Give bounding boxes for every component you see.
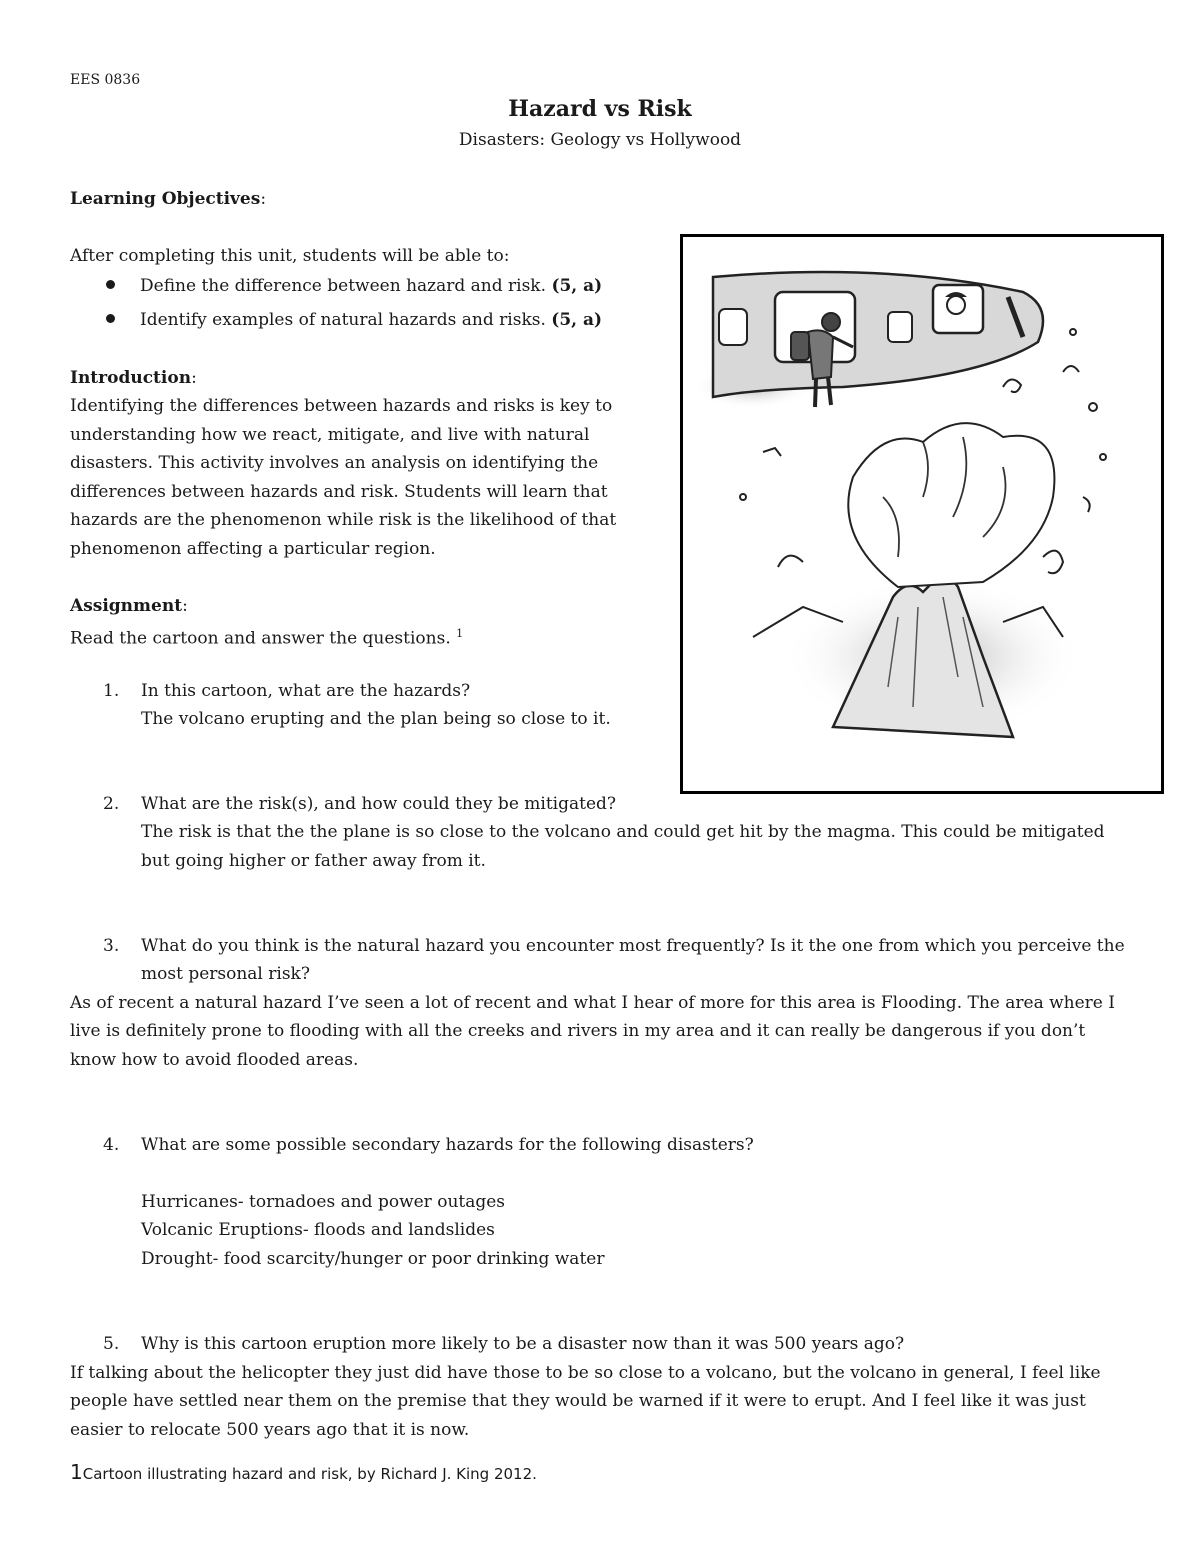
page-subtitle: Disasters: Geology vs Hollywood (458, 130, 742, 150)
answer-line: As of recent a natural hazard I’ve seen a lot of recent and what I hear of more for this area is Flooding. The area where I (70, 993, 1115, 1013)
bullet-icon (106, 280, 115, 289)
objectives-heading: Learning Objectives (70, 189, 261, 209)
footnote-text: Cartoon illustrating hazard and risk, by Richard J. King 2012. (82, 1465, 537, 1483)
introduction-heading: Introduction (70, 368, 192, 388)
introduction-line: disasters. This activity involves an analysis on identifying the (70, 453, 599, 473)
answer-line: The risk is that the the plane is so close to the volcano and could get hit by the magma. This could be mitigated (141, 822, 1105, 842)
assignment-heading: Assignment (70, 596, 183, 616)
cartoon-figure (680, 234, 1164, 794)
question-number: 3. (103, 936, 120, 956)
answer-line: Hurricanes- tornadoes and power outages (141, 1192, 506, 1212)
question-number: 1. (103, 681, 120, 701)
lava-splash (1083, 497, 1090, 512)
aircraft-window (888, 312, 912, 342)
aircraft-body (713, 272, 1043, 397)
person-body (808, 330, 833, 379)
introduction-heading-line: Introduction: (70, 368, 197, 388)
question-text: most personal risk? (141, 964, 310, 984)
assignment-instruction: Read the cartoon and answer the questions. $^1$ (70, 627, 464, 649)
person-head (822, 313, 840, 331)
answer-line: The volcano erupting and the plan being so close to it. (141, 709, 611, 729)
lava-splash (763, 448, 781, 456)
objective-item: Define the difference between hazard and risk. (5, a) (106, 272, 602, 301)
aircraft-window (719, 309, 747, 345)
introduction-line: Identifying the differences between hazards and risks is key to (70, 396, 613, 416)
answer-line: people have settled near them on the premise that they would be warned if it were to erupt. And I feel like it was just (70, 1391, 1086, 1411)
lava-drop (1089, 403, 1097, 411)
question-number: 5. (103, 1334, 120, 1354)
answer-line: Volcanic Eruptions- floods and landslides (141, 1220, 495, 1240)
volcano-helicopter-cartoon (683, 237, 1161, 791)
pilot-figure (947, 296, 965, 314)
question-text: What do you think is the natural hazard you encounter most frequently? Is it the one from which you perceive the (141, 936, 1125, 956)
assignment-heading-line: Assignment: (70, 596, 188, 616)
footnote-mark: 1 (456, 627, 464, 640)
answer-line: know how to avoid flooded areas. (70, 1050, 359, 1070)
lava-drop (1070, 329, 1076, 335)
bullet-icon (106, 314, 115, 323)
introduction-line: phenomenon affecting a particular region. (70, 539, 436, 559)
course-code: EES 0836 (70, 72, 141, 88)
question-number: 4. (103, 1135, 120, 1155)
introduction-line: hazards are the phenomenon while risk is the likelihood of that (70, 510, 617, 530)
question-number: 2. (103, 794, 120, 814)
objective-item: Identify examples of natural hazards and risks. (5, a) (106, 306, 602, 335)
question-text: Why is this cartoon eruption more likely to be a disaster now than it was 500 years ago? (141, 1334, 905, 1354)
objectives-intro: After completing this unit, students will be able to: (70, 246, 510, 266)
eruption-plume (848, 423, 1054, 587)
lava-splash (778, 556, 803, 567)
lava-splash (1043, 551, 1063, 574)
answer-line: easier to relocate 500 years ago that it is now. (70, 1420, 470, 1440)
objectives-heading-line: Learning Objectives: (70, 189, 267, 209)
lava-drop (1100, 454, 1106, 460)
introduction-line: understanding how we react, mitigate, and live with natural (70, 425, 590, 445)
answer-line: but going higher or father away from it. (141, 851, 486, 871)
question-text: In this cartoon, what are the hazards? (141, 681, 471, 701)
backpack (791, 332, 809, 360)
page-title: Hazard vs Risk (508, 96, 692, 122)
answer-line: Drought- food scarcity/hunger or poor drinking water (141, 1249, 605, 1269)
footnote-number: 1 (70, 1460, 83, 1484)
lava-splash (1063, 366, 1079, 372)
introduction-line: differences between hazards and risk. Students will learn that (70, 482, 608, 502)
footnote (70, 1460, 537, 1484)
lava-drop (740, 494, 746, 500)
answer-line: live is definitely prone to flooding with all the creeks and rivers in my area and it can really be dangerous if you don’t (70, 1021, 1086, 1041)
question-text: What are some possible secondary hazards for the following disasters? (141, 1135, 754, 1155)
answer-line: If talking about the helicopter they just did have those to be so close to a volcano, but the volcano in general, I feel like (70, 1363, 1101, 1383)
question-text: What are the risk(s), and how could they be mitigated? (141, 794, 617, 814)
lava-splash (1003, 379, 1021, 392)
